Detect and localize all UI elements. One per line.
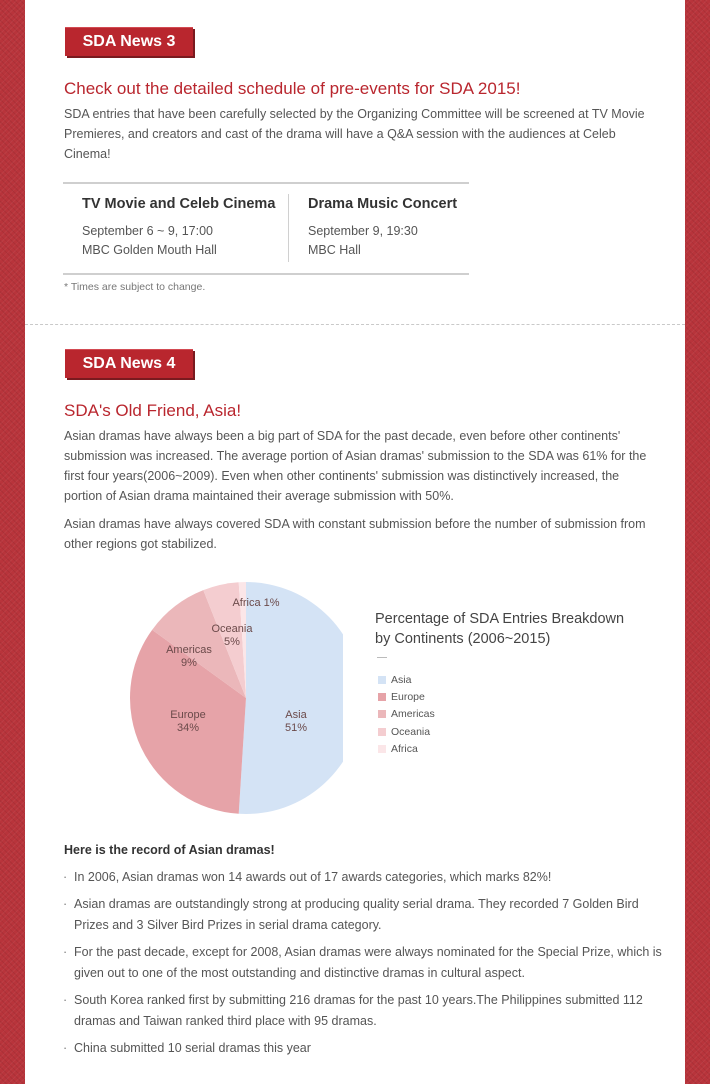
event-date: September 6 ~ 9, 17:00 <box>82 224 213 238</box>
slice-label-africa: Africa 1% <box>232 597 280 609</box>
legend-swatch <box>378 710 386 718</box>
event-card-celeb-cinema <box>82 196 275 260</box>
legend-item-europe <box>378 688 435 705</box>
legend-item-africa <box>378 740 435 757</box>
legend-swatch <box>378 745 386 753</box>
news4-para2: Asian dramas have always covered SDA with constant submission before the number of submission from other regions got stabilized. <box>64 517 646 551</box>
slice-label-asia: Asia <box>285 709 307 721</box>
event-title: TV Movie and Celeb Cinema <box>82 196 276 212</box>
event-venue: MBC Hall <box>308 243 361 257</box>
legend-swatch <box>378 728 386 736</box>
pie-chart <box>103 578 343 818</box>
legend-item-asia <box>378 671 435 688</box>
chart-title: Percentage of SDA Entries Breakdown by Continents (2006~2015) <box>375 611 625 647</box>
list-item: · For the past decade, except for 2008, Asian dramas were always nominated for the Special Prize, which is given out to one of the most outstanding and distinctive dramas in cultural aspect. <box>63 942 663 984</box>
list-item: · In 2006, Asian dramas won 14 awards out of 17 awards categories, which marks 82%! <box>63 867 663 888</box>
legend-swatch <box>378 676 386 684</box>
news3-body: SDA entries that have been carefully selected by the Organizing Committee will be screened at TV Movie Premieres, and creators and cast of the drama will have a Q&A session with the audiences at Celeb Cinema! <box>64 107 645 161</box>
legend-label: Americas <box>391 708 435 721</box>
list-item: · Asian dramas are outstandingly strong at producing quality serial drama. They recorded 7 Golden Bird Prizes and 3 Silver Bird Prizes in serial drama category. <box>63 894 663 936</box>
event-venue: MBC Golden Mouth Hall <box>82 243 217 257</box>
content-panel <box>25 0 685 1084</box>
list-item: · China submitted 10 serial dramas this year <box>63 1038 663 1059</box>
news3-headline: Check out the detailed schedule of pre-events for SDA 2015! <box>64 79 521 98</box>
slice-label-oceania: Oceania <box>211 623 253 635</box>
legend-label: Asia <box>391 673 412 686</box>
section-divider <box>25 324 685 325</box>
slice-value-asia: 51% <box>284 722 308 734</box>
news4-headline: SDA's Old Friend, Asia! <box>64 401 242 420</box>
slice-label-europe: Europe <box>170 709 206 721</box>
schedule-divider <box>288 194 289 262</box>
list-item: · South Korea ranked first by submitting 216 dramas for the past 10 years.The Philippines submitted 112 dramas and Taiwan ranked third place with 95 dramas. <box>63 990 663 1032</box>
slice-label-americas: Americas <box>166 644 212 656</box>
news3-tag: SDA News 3 <box>65 27 193 56</box>
legend-swatch <box>378 693 386 701</box>
record-title: Here is the record of Asian dramas! <box>64 843 275 857</box>
schedule-box <box>63 182 469 275</box>
record-list <box>63 867 663 1065</box>
legend-label: Oceania <box>391 725 431 738</box>
legend-label: Africa <box>391 742 418 755</box>
slice-value-americas: 9% <box>181 657 197 669</box>
title-dash <box>377 657 387 658</box>
event-title: Drama Music Concert <box>308 196 458 212</box>
event-date: September 9, 19:30 <box>308 224 418 238</box>
slice-value-oceania: 5% <box>224 636 240 648</box>
schedule-note: * Times are subject to change. <box>64 281 206 293</box>
news4-tag: SDA News 4 <box>65 349 193 378</box>
legend-label: Europe <box>391 690 425 703</box>
news4-para1: Asian dramas have always been a big part of SDA for the past decade, even before other continents' submission was increased. The average portion of Asian dramas' submission to the SDA was 61% for the first four years(2006~2009). Even when other continents' submission was distinctively increased, the portion of Asian drama maintained their average submission with 50%. <box>64 429 647 503</box>
pie-slice-asia <box>239 582 343 814</box>
event-card-music-concert <box>308 196 457 260</box>
slice-value-europe: 34% <box>176 722 200 734</box>
legend-item-oceania <box>378 723 435 740</box>
legend-item-americas <box>378 706 435 723</box>
chart-legend <box>378 671 435 757</box>
